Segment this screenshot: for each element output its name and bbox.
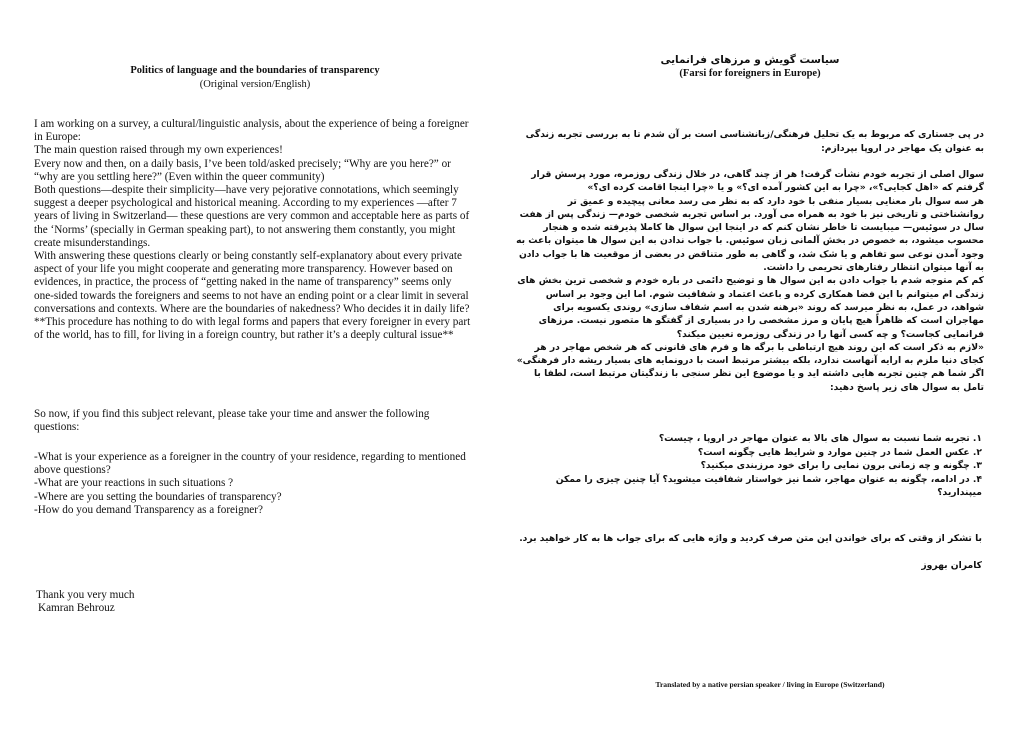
farsi-subtitle: (Farsi for foreigners in Europe) xyxy=(679,68,821,79)
english-paragraph: With answering these questions clearly or being constantly self-explanatory about every private aspect of your life you might cooperate and generating more transparency. However based on evidences, in practice, the process of “getting naked in the name of transparency” seems only one-sided towards the foreigners and seems to not have an ending point or a clear limit in several conversations and contexts. Where are the boundaries of nakedness? Who decides it in daily life? xyxy=(34,250,470,315)
farsi-thanks: با تشکر از وقتی که برای خواندن این متن صرف کردید و واژه هایی که برای جواب ها به کار خواهید برد. xyxy=(519,533,982,544)
english-author: Kamran Behrouz xyxy=(38,602,115,615)
english-title: Politics of language and the boundaries of transparency xyxy=(130,65,380,76)
farsi-question: ۳. چگونه و چه زمانی برون نمایی را برای خود مرزبندی میکنید؟ xyxy=(700,460,982,471)
farsi-paragraph: کم کم متوجه شدم با جواب دادن به این سوال ها و توضیح دائمی در باره خودم و شخصی ترین بخش های زندگی ام میتوانم با این فضا همکاری کرده و باعث اعتماد و شفافیت شوم. اما این وجود بر اساس شواهد، در عمل، به نظر میرسد که روند «برهنه شدن به اسم شفاف سازی» روندی یکسویه برای مهاجران است که ظاهراً هیچ پایان و مرز مشخصی را در بسیاری از گفتگو ها متصور نیست. مرزهای فرانمایی کجاست؟ و چه کسی آنها را در زندگی روزمره تعیین میکند؟ xyxy=(517,275,984,340)
english-thanks: Thank you very much xyxy=(36,589,135,601)
farsi-body xyxy=(516,168,984,394)
farsi-paragraph: هر سه سوال بار معنایی بسیار منفی با خود دارد که به نظر می رسد معانی پیچیده و عمیق تر روانشناختی و تاریخی نیز با خود به همراه می آورد. بر اساس تجربه شخصی خودم— زندگی پس از هفت سال در سوئیس— میبایست تا خاطر نشان کنم که در اینجا این سوال ها کاملا پذیرفته شده و هنجار محسوب میشود، به خصوص در بخش آلمانی زبان سوئیس. با جواب ندادن به این سوال ها میتوان باعث به وجود آمدن نوعی سو تفاهم و یا شک شد، و گاهی به طور متناقض در بعضی از موقعیت ها با جواب دادن به آنها میتوان انتظار رفتارهای تحریمی را داشت. xyxy=(516,195,984,274)
farsi-paragraph: «لازم به ذکر است که این روند هیچ ارتباطی با برگه ها و فرم های قانونی که هر شخص مهاجر در هر کجای دنیا ملزم به ارایه آنهاست ندارد، بلکه بیشتر مرتبط است با درونمایه های بسیار ریشه دار فرهنگی» xyxy=(516,341,984,367)
english-question-list xyxy=(34,451,474,517)
farsi-author: کامران بهروز xyxy=(921,560,982,571)
english-paragraph: Both questions—despite their simplicity—have very pejorative connotations, which seemingly suggest a deeper psychological and historical meaning. According to my experiences —after 7 years of living in Switzerland— these questions are very common and acceptable here as parts of the ‘Norms’ (specially in German speaking part), to not answering them constantly, you might create misunderstandings. xyxy=(34,184,470,249)
english-body xyxy=(34,118,474,342)
english-paragraph: I am working on a survey, a cultural/linguistic analysis, about the experience of being a foreigner in Europe: xyxy=(34,118,469,144)
farsi-title: سیاست گویش و مرزهای فرانمایی xyxy=(660,54,840,66)
farsi-intro: در پی جستاری که مربوط به یک تحلیل فرهنگی/زبانشناسی است بر آن شدم تا به بررسی تجربه زندگی به عنوان یک مهاجر در اروپا بپردازم: xyxy=(525,129,984,154)
farsi-paragraph: اگر شما هم چنین تجربه هایی داشته اید و یا موضوع این نظر سنجی با زندگیتان مرتبط است، لطفا با تامل به سوال های زیر پاسخ دهید: xyxy=(533,368,984,393)
translation-footnote: Translated by a native persian speaker / living in Europe (Switzerland) xyxy=(655,680,885,689)
farsi-paragraph: سوال اصلی از تجربه خودم نشأت گرفت! هر از چند گاهی، در خلال زندگی روزمره، مورد پرسش قرار گرفتم که «اهل کجایی؟»، «چرا به این کشور آمده ای؟» و یا «چرا اینجا اقامت کرده ای؟» xyxy=(531,169,984,194)
english-question-intro xyxy=(34,408,474,434)
english-paragraph: The main question raised through my own experiences! xyxy=(34,144,283,157)
english-question: -What is your experience as a foreigner in the country of your residence, regarding to mentioned above questions? xyxy=(34,451,466,477)
farsi-question: ۲. عکس العمل شما در چنین موارد و شرایط هایی چگونه است؟ xyxy=(697,446,982,458)
question-intro-text: So now, if you find this subject relevant, please take your time and answer the following questions: xyxy=(34,408,430,434)
farsi-question-list xyxy=(516,432,982,500)
farsi-question: ۴. در ادامه، چگونه به عنوان مهاجر، شما نیز خواستار شفافیت میشوید؟ آیا چنین چیزی را ممکن میپندارید؟ xyxy=(555,473,982,498)
english-signoff xyxy=(36,589,336,615)
english-paragraph: Every now and then, on a daily basis, I’ve been told/asked precisely; “Why are you here?” or “why are you settling here?” (Even within the queer community) xyxy=(34,157,451,183)
english-question: -What are your reactions in such situations ? xyxy=(34,477,234,490)
english-question: -Where are you setting the boundaries of transparency? xyxy=(34,490,282,503)
english-question: -How do you demand Transparency as a foreigner? xyxy=(34,503,263,516)
english-subtitle: (Original version/English) xyxy=(199,79,311,90)
english-paragraph: **This procedure has nothing to do with legal forms and papers that every foreigner in every part of the world, has to fill, for living in a foreign country, but rather it’s a deeply cultural issue** xyxy=(34,316,471,342)
farsi-question: ۱. تجربه شما نسبت به سوال های بالا به عنوان مهاجر در اروپا ، چیست؟ xyxy=(658,433,982,444)
